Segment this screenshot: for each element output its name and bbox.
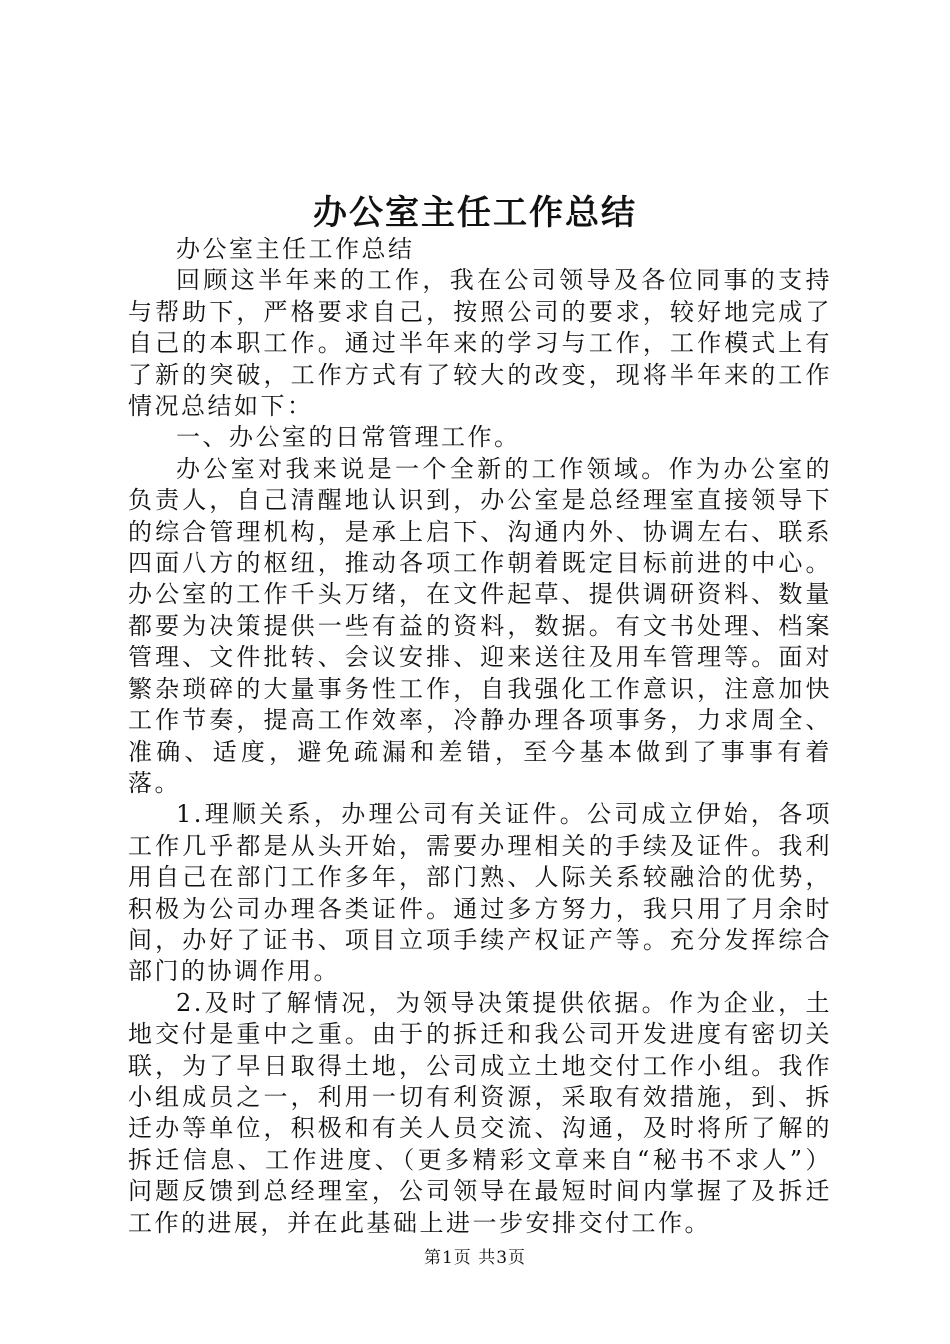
paragraph-item-2: 2.及时了解情况，为领导决策提供依据。作为企业，土地交付是重中之重。由于的拆迁和我公司开发进度有密切关联，为了早日取得土地，公司成立土地交付工作小组。我作小组成员之一，利用一切有利资源，采取有效措施，到、拆迁办等单位，积极和有关人员交流、沟通，及时将所了解的拆迁信息、工作进度、（更多精彩文章来自“秘书不求人”）问题反馈到总经理室，公司领导在最短时间内掌握了及拆迁工作的进展，并在此基础上进一步安排交付工作。 [128, 988, 832, 1237]
document-title: 办公室主任工作总结 [313, 193, 637, 233]
section-heading-daily-management: 一、办公室的日常管理工作。 [176, 423, 521, 452]
document-body [128, 234, 832, 1239]
paragraph-office-role: 办公室对我来说是一个全新的工作领域。作为办公室的负责人，自己清醒地认识到，办公室是总经理室直接领导下的综合管理机构，是承上启下、沟通内外、协调左右、联系四面八方的枢纽，推动各项工作朝着既定目标前进的中心。办公室的工作千头万绪，在文件起草、提供调研资料、数量都要为决策提供一些有益的资料，数据。有文书处理、档案管理、文件批转、会议安排、迎来送往及用车管理等。面对繁杂琐碎的大量事务性工作，自我强化工作意识，注意加快工作节奏，提高工作效率，冷静办理各项事务，力求周全、准确、适度，避免疏漏和差错，至今基本做到了事事有着落。 [128, 454, 832, 797]
paragraph-subtitle: 办公室主任工作总结 [176, 235, 415, 263]
paragraph-item-1: 1.理顺关系，办理公司有关证件。公司成立伊始，各项工作几乎都是从头开始，需要办理相关的手续及证件。我利用自己在部门工作多年，部门熟、人际关系较融洽的优势，积极为公司办理各类证件。通过多方努力，我只用了月余时间，办好了证书、项目立项手续产权证产等。充分发挥综合部门的协调作用。 [128, 800, 832, 986]
page-number-footer: 第1页 共3页 [423, 1248, 527, 1268]
paragraph-intro: 回顾这半年来的工作，我在公司领导及各位同事的支持与帮助下，严格要求自己，按照公司的要求，较好地完成了自己的本职工作。通过半年来的学习与工作，工作模式上有了新的突破，工作方式有了较大的改变，现将半年来的工作情况总结如下： [128, 266, 832, 421]
